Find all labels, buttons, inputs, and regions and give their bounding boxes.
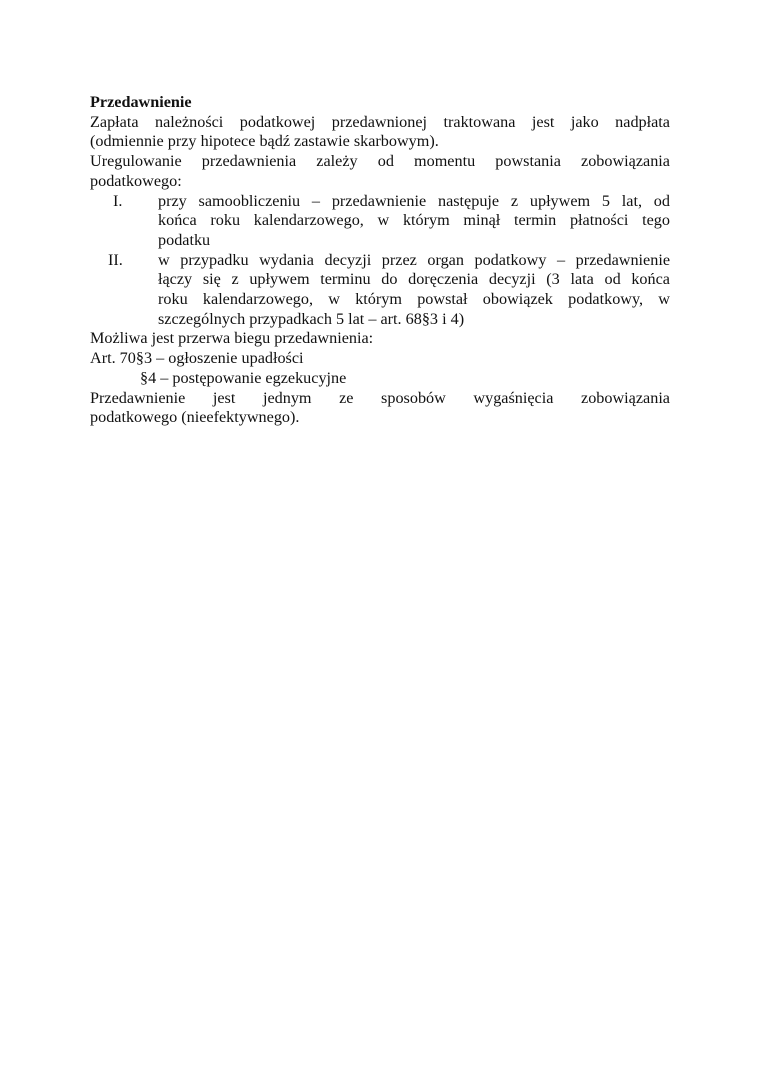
list-item [90,251,670,330]
list-line: w przypadku wydania decyzji przez organ podatkowy – przedawnienie [158,250,670,269]
paragraph-line: Przedawnienie jest jednym ze sposobów wygaśnięcia zobowiązania [90,388,670,407]
list-line: roku kalendarzowego, w którym powstał obowiązek podatkowy, w [158,290,670,309]
paragraph-line: Zapłata należności podatkowej przedawnionej traktowana jest jako nadpłata [90,112,670,131]
list-line: szczególnych przypadkach 5 lat – art. 68§3 i 4) [158,309,465,328]
paragraph-line: Możliwa jest przerwa biegu przedawnienia: [90,329,374,348]
section-heading: Przedawnienie [90,93,192,111]
list-number: I. [113,191,123,210]
list-line: końca roku kalendarzowego, w którym minął termin płatności tego [158,211,670,230]
list-line: przy samoobliczeniu – przedawnienie następuje z upływem 5 lat, od [158,191,670,210]
list-line: podatku [158,230,211,249]
paragraph-line: (odmiennie przy hipotece bądź zastawie skarbowym). [90,132,439,151]
list-item [90,192,670,251]
article-line: Art. 70§3 – ogłoszenie upadłości [90,349,304,368]
document-page [90,93,670,428]
list-line: łączy się z upływem terminu do doręczenia decyzji (3 lata od końca [158,270,670,289]
paragraph-line: Uregulowanie przedawnienia zależy od momentu powstania zobowiązania [90,152,670,171]
article-line: §4 – postępowanie egzekucyjne [140,368,347,387]
paragraph-line: podatkowego (nieefektywnego). [90,408,300,427]
list-number: II. [108,250,123,269]
paragraph-line: podatkowego: [90,171,182,190]
